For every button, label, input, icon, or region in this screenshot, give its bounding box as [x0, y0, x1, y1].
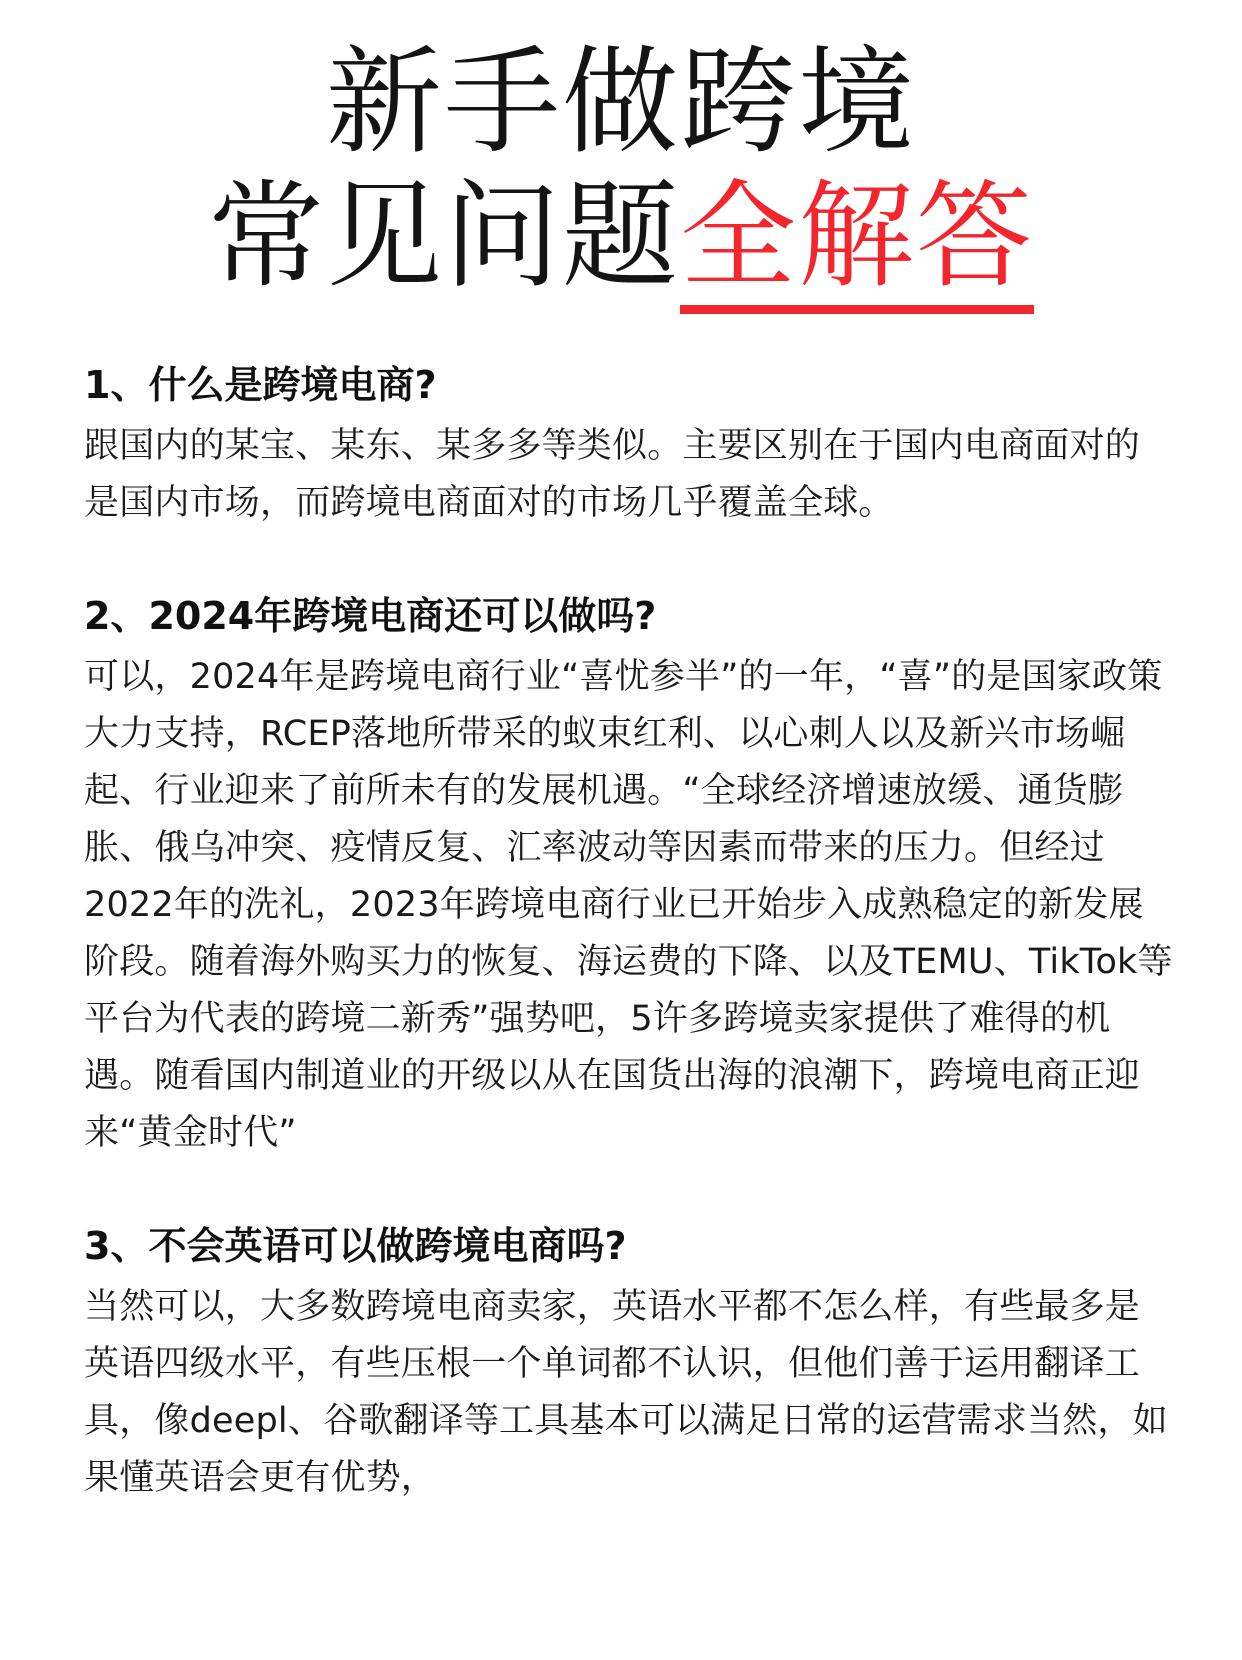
- page-title-accent-text: 全解答: [680, 169, 1034, 304]
- faq-answer: 可以，2024年是跨境电商行业“喜忧参半”的一年，“喜”的是国家政策大力支持，RCEP落地所带采的蚁束红利、以心刺人以及新兴市场崛起、行业迎来了前所未有的发展机遇。“全球经济增速放缓、通货膨胀、俄乌冲突、疫情反复、汇率波动等因素而带来的压力。但经过2022年的洗礼，2023年跨境电商行业已开始步入成熟稳定的新发展阶段。随着海外购买力的恢复、海运费的下降、以及TEMU、TikTok等平台为代表的跨境二新秀”强势吧，5许多跨境卖家提供了难得的机遇。随看国内制道业的开级以从在国货出海的浪潮下，跨境电商正迎来“黄金时代”: [84, 657, 1173, 1153]
- title-underline: [680, 305, 1034, 314]
- page-title-accent: [680, 169, 1034, 304]
- faq-answer: 当然可以，大多数跨境电商卖家，英语水平都不怎么样，有些最多是英语四级水平，有些压根一个单词都不认识，但他们善于运用翻译工具，像deepl、谷歌翻译等工具基本可以满足日常的运营需求当然，如果懂英语会更有优势，: [84, 1287, 1168, 1498]
- faq-item-3: [84, 1221, 1174, 1507]
- page-title-line-2: [0, 169, 1242, 304]
- faq-item-2: [84, 591, 1174, 1162]
- faq-item-1: [84, 360, 1174, 532]
- page-title-line-1: 新手做跨境: [326, 35, 916, 170]
- faq-question: 1、什么是跨境电商?: [84, 363, 437, 407]
- faq-question: 2、2024年跨境电商还可以做吗?: [84, 594, 657, 638]
- faq-question: 3、不会英语可以做跨境电商吗?: [84, 1224, 627, 1268]
- faq-answer: 跟国内的某宝、某东、某多多等类似。主要区别在于国内电商面对的是国内市场，而跨境电商面对的市场几乎覆盖全球。: [84, 426, 1141, 523]
- faq-content: [84, 360, 1174, 1566]
- page-title-plain: 常见问题: [208, 169, 680, 304]
